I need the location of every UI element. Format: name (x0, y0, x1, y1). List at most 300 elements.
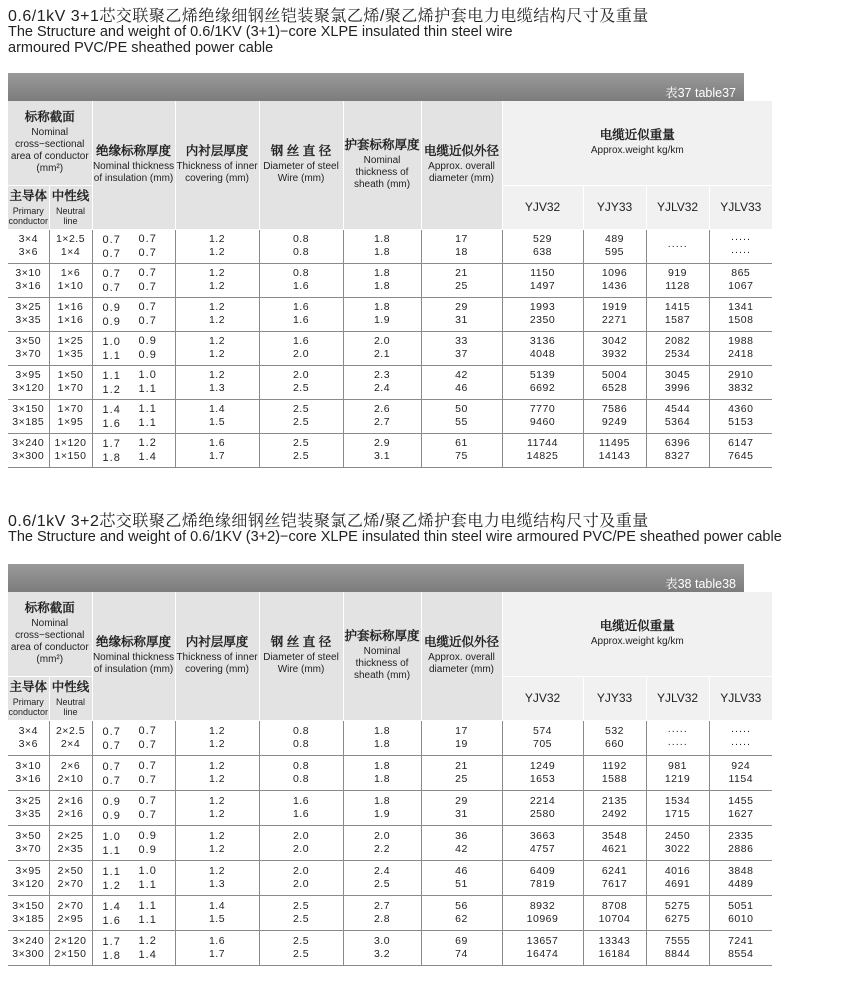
cell-ins-neutral: 0.7 (138, 794, 157, 807)
table-row (8, 263, 844, 297)
cell-main: 3×6 (18, 246, 38, 258)
cell-yjy33: 2271 (601, 314, 628, 326)
cell-yjy33: 7617 (601, 877, 628, 890)
cell-steel: 2.5 (292, 947, 310, 960)
spec-table (8, 592, 844, 966)
header-section-cn: 标称截面 (24, 110, 75, 125)
cell-yjlv33: 3832 (728, 382, 754, 394)
cell-inner: 1.2 (208, 335, 226, 347)
cell-main: 3×25 (15, 301, 42, 313)
cell-yjy33: 13343 (598, 934, 631, 947)
cell-neutral: 2×120 (54, 934, 87, 947)
cell-yjlv32: ····· (667, 239, 688, 252)
header-sheath-cn: 护套标称厚度 (344, 629, 420, 644)
cell-sheath: 2.8 (373, 912, 391, 925)
cell-yjlv32: 4544 (664, 403, 691, 415)
cell-yjv32: 638 (533, 246, 553, 258)
header-weight-cn: 电缆近似重量 (599, 128, 675, 143)
cell-steel: 1.6 (292, 314, 310, 326)
cell-inner: 1.4 (208, 403, 226, 415)
cell-yjv32: 2350 (529, 314, 556, 326)
cell-inner: 1.2 (208, 267, 226, 279)
cell-yjlv32: 2450 (664, 829, 691, 842)
cell-yjlv33: 5051 (728, 899, 754, 912)
header-neutral-cn: 中性线 (51, 188, 90, 203)
cell-inner: 1.2 (208, 314, 226, 326)
cell-ins-main: 1.4 (102, 404, 121, 416)
cell-yjlv32: 7555 (664, 934, 691, 947)
table-row (8, 399, 844, 433)
header-sheath-en: Nominal thickness of sheath (mm) (353, 646, 411, 682)
header-weight-cn: 电缆近似重量 (599, 619, 675, 634)
cell-neutral: 1×2.5 (55, 233, 86, 245)
cell-sheath: 3.1 (373, 450, 391, 462)
cell-ins-main: 1.4 (102, 900, 121, 913)
cell-yjv32: 1497 (529, 280, 556, 292)
cell-yjy33: 1919 (601, 301, 628, 313)
cell-ins-main: 1.6 (102, 418, 121, 430)
cell-steel: 2.5 (292, 450, 310, 462)
header-yjy33: YJY33 (596, 691, 633, 705)
header-main-cn: 主导体 (9, 679, 47, 694)
cell-neutral: 1×25 (57, 335, 84, 347)
cell-ins-main: 0.7 (102, 774, 121, 787)
cell-main: 3×95 (15, 864, 42, 877)
cell-ins-neutral: 0.7 (138, 738, 157, 751)
cell-inner: 1.2 (208, 369, 226, 381)
cell-neutral: 1×35 (57, 348, 84, 360)
cell-yjlv32: 2082 (664, 335, 691, 347)
cell-yjv32: 1653 (529, 772, 556, 785)
header-dia-en: Approx. overall diameter (mm) (428, 652, 495, 676)
cell-ins-neutral: 0.9 (138, 843, 157, 856)
cell-inner: 1.2 (208, 807, 226, 820)
cell-ins-main: 1.8 (102, 949, 121, 962)
cell-yjlv32: 1219 (664, 772, 691, 785)
cell-yjy33: 7586 (601, 403, 628, 415)
cell-ins-main: 1.1 (102, 350, 121, 362)
cell-yjlv33: ····· (730, 724, 751, 737)
header-yjlv32: YJLV32 (656, 200, 699, 214)
cell-yjlv32: 1715 (664, 807, 691, 820)
cell-neutral: 1×120 (54, 437, 87, 449)
cell-ins-neutral: 1.0 (138, 369, 157, 381)
cell-yjy33: 3548 (601, 829, 628, 842)
cell-main: 3×300 (12, 947, 45, 960)
cell-yjlv33: 2335 (728, 829, 754, 842)
table38-title-cn: 0.6/1kV 3+2芯交联聚乙烯绝缘细钢丝铠装聚氯乙烯/聚乙烯护套电力电缆结构尺寸及重量 (8, 513, 649, 530)
cell-inner: 1.6 (208, 437, 226, 449)
header-section-en: Nominal cross−sectional area of conductor (mm²) (10, 618, 89, 666)
cell-dia: 25 (455, 280, 468, 292)
cell-dia: 31 (455, 807, 468, 820)
cell-ins-neutral: 1.4 (138, 451, 157, 463)
cell-dia: 56 (455, 899, 468, 912)
cell-sheath: 1.8 (373, 724, 391, 737)
cell-ins-main: 1.0 (102, 336, 121, 348)
cell-main: 3×6 (18, 737, 38, 750)
cell-yjv32: 16474 (526, 947, 559, 960)
cell-sheath: 1.8 (373, 280, 391, 292)
header-steel-en: Diameter of steel Wire (mm) (263, 652, 339, 676)
cell-yjlv33: 7241 (728, 934, 754, 947)
table-row (8, 229, 844, 263)
cell-ins-neutral: 1.1 (138, 913, 157, 926)
cell-ins-neutral: 0.9 (138, 349, 157, 361)
cell-yjv32: 14825 (526, 450, 559, 462)
cell-steel: 2.0 (292, 877, 310, 890)
cell-yjlv33: 8554 (728, 947, 754, 960)
cell-ins-main: 1.1 (102, 370, 121, 382)
cell-yjlv32: 4016 (664, 864, 691, 877)
header-steel-en: Diameter of steel Wire (mm) (263, 161, 339, 185)
table-label: 表37 table37 (665, 86, 736, 100)
cell-dia: 37 (455, 348, 468, 360)
cell-ins-neutral: 0.9 (138, 335, 157, 347)
cell-ins-neutral: 0.7 (138, 301, 157, 313)
cell-ins-neutral: 1.1 (138, 417, 157, 429)
cell-ins-neutral: 0.7 (138, 233, 157, 245)
cell-yjy33: 9249 (601, 416, 628, 428)
cell-yjy33: 3042 (601, 335, 628, 347)
cell-yjy33: 489 (605, 233, 625, 245)
table-row (8, 365, 844, 399)
header-steel-cn: 钢 丝 直 径 (270, 144, 332, 159)
cell-sheath: 2.5 (373, 877, 391, 890)
cell-dia: 21 (455, 759, 468, 772)
cell-ins-main: 0.7 (102, 760, 121, 773)
cell-dia: 69 (455, 934, 468, 947)
cell-yjlv33: 865 (731, 267, 751, 279)
cell-sheath: 1.8 (373, 246, 391, 258)
cell-yjlv32: 1534 (664, 794, 691, 807)
spec-table (8, 101, 844, 468)
header-inner-en: Thickness of inner covering (mm) (176, 161, 258, 185)
cell-ins-main: 1.6 (102, 914, 121, 927)
cell-main: 3×70 (15, 842, 42, 855)
cell-main: 3×185 (12, 416, 45, 428)
cell-yjy33: 14143 (598, 450, 631, 462)
header-dia-en: Approx. overall diameter (mm) (428, 161, 495, 185)
cell-yjv32: 529 (533, 233, 553, 245)
cell-sheath: 1.9 (373, 314, 391, 326)
cell-main: 3×10 (15, 759, 42, 772)
cell-dia: 74 (455, 947, 468, 960)
cell-inner: 1.2 (208, 280, 226, 292)
cell-yjv32: 11744 (527, 437, 558, 449)
cell-ins-main: 0.9 (102, 809, 121, 822)
cell-yjlv33: ····· (730, 246, 751, 258)
cell-steel: 1.6 (292, 301, 310, 313)
cell-yjlv33: 1508 (728, 314, 754, 326)
cell-main: 3×35 (15, 807, 42, 820)
cell-steel: 2.5 (292, 899, 310, 912)
cell-dia: 62 (455, 912, 468, 925)
cell-neutral: 1×150 (54, 450, 87, 462)
cell-sheath: 1.8 (373, 301, 391, 313)
cell-yjy33: 3932 (601, 348, 628, 360)
cell-inner: 1.2 (208, 794, 226, 807)
cell-yjlv33: 1988 (728, 335, 754, 347)
cell-yjv32: 5139 (529, 369, 556, 381)
header-inner-en: Thickness of inner covering (mm) (176, 652, 258, 676)
header-main-en: Primary conductor (8, 205, 49, 226)
cell-ins-main: 0.7 (102, 282, 121, 294)
cell-main: 3×4 (18, 233, 38, 245)
header-neutral-cn: 中性线 (51, 679, 90, 694)
cell-ins-neutral: 1.1 (138, 403, 157, 415)
cell-main: 3×16 (15, 280, 42, 292)
cell-main: 3×25 (15, 794, 42, 807)
cell-steel: 0.8 (292, 246, 310, 258)
cell-sheath: 1.9 (373, 807, 391, 820)
cell-steel: 2.5 (292, 437, 310, 449)
cell-sheath: 2.4 (373, 864, 391, 877)
header-section-cn: 标称截面 (24, 601, 75, 616)
cell-main: 3×300 (12, 450, 45, 462)
cell-neutral: 2×16 (57, 794, 84, 807)
cell-main: 3×120 (12, 877, 45, 890)
cell-neutral: 1×70 (57, 403, 84, 415)
cell-yjlv33: 3848 (728, 864, 754, 877)
header-ins-cn: 绝缘标称厚度 (96, 635, 172, 650)
cell-ins-main: 1.8 (102, 452, 121, 464)
cell-dia: 61 (455, 437, 468, 449)
cell-ins-neutral: 0.7 (138, 724, 157, 737)
cell-inner: 1.2 (208, 233, 226, 245)
cell-yjy33: 10704 (598, 912, 631, 925)
cell-dia: 19 (455, 737, 468, 750)
cell-yjy33: 4621 (601, 842, 628, 855)
cell-main: 3×150 (12, 899, 45, 912)
table-row (8, 297, 844, 331)
cell-yjv32: 7770 (529, 403, 556, 415)
cell-sheath: 1.8 (373, 772, 391, 785)
cell-inner: 1.3 (208, 877, 226, 890)
cell-neutral: 1×6 (60, 267, 81, 279)
table-banner (8, 564, 744, 592)
table37-title-en: The Structure and weight of 0.6/1KV (3+1)−core XLPE insulated thin steel wire armoured PVC/PE sheathed power cable (8, 24, 513, 56)
cell-sheath: 2.3 (373, 369, 391, 381)
cell-sheath: 2.4 (373, 382, 391, 394)
cell-steel: 2.0 (292, 348, 310, 360)
cell-neutral: 2×35 (57, 842, 84, 855)
cell-neutral: 1×50 (57, 369, 84, 381)
cell-yjlv32: 8844 (664, 947, 691, 960)
cell-yjy33: 532 (605, 724, 625, 737)
cell-steel: 1.6 (292, 335, 310, 347)
cell-yjlv32: 919 (668, 267, 688, 279)
cell-yjlv33: 1154 (728, 772, 754, 785)
cell-steel: 2.5 (292, 934, 310, 947)
cell-ins-main: 1.7 (102, 935, 121, 948)
cell-yjv32: 10969 (526, 912, 559, 925)
table37-title-cn: 0.6/1kV 3+1芯交联聚乙烯绝缘细钢丝铠装聚氯乙烯/聚乙烯护套电力电缆结构尺寸及重量 (8, 8, 649, 25)
cell-yjlv33: 2910 (728, 369, 754, 381)
cell-yjv32: 3136 (529, 335, 556, 347)
cell-ins-main: 1.2 (102, 384, 121, 396)
cell-dia: 29 (455, 301, 468, 313)
cell-steel: 2.5 (292, 403, 310, 415)
cell-yjy33: 1436 (601, 280, 628, 292)
cell-ins-main: 0.7 (102, 268, 121, 280)
cell-ins-main: 1.1 (102, 844, 121, 857)
cell-steel: 2.0 (292, 369, 310, 381)
cell-yjlv32: 1415 (664, 301, 691, 313)
header-steel-cn: 钢 丝 直 径 (270, 635, 332, 650)
cell-main: 3×185 (12, 912, 45, 925)
cell-yjv32: 2580 (529, 807, 556, 820)
cell-dia: 42 (455, 842, 468, 855)
cell-steel: 2.5 (292, 912, 310, 925)
cell-sheath: 1.8 (373, 759, 391, 772)
table-row (8, 895, 844, 930)
cell-dia: 46 (455, 382, 468, 394)
cell-ins-main: 0.7 (102, 248, 121, 260)
cell-sheath: 1.8 (373, 233, 391, 245)
cell-yjv32: 1993 (529, 301, 556, 313)
header-sheath-en: Nominal thickness of sheath (mm) (353, 155, 411, 191)
cell-dia: 50 (455, 403, 468, 415)
cell-inner: 1.7 (208, 450, 226, 462)
cell-yjv32: 6409 (529, 864, 556, 877)
cell-yjlv33: 1455 (728, 794, 754, 807)
cell-steel: 1.6 (292, 807, 310, 820)
cell-dia: 21 (455, 267, 468, 279)
cell-yjlv33: 1341 (728, 301, 754, 313)
cell-inner: 1.3 (208, 382, 226, 394)
cell-ins-neutral: 0.7 (138, 808, 157, 821)
cell-ins-main: 1.2 (102, 879, 121, 892)
cell-sheath: 2.7 (373, 899, 391, 912)
cell-ins-main: 0.9 (102, 316, 121, 328)
cell-yjy33: 660 (605, 737, 625, 750)
table37 (8, 73, 762, 468)
cell-yjv32: 1249 (529, 759, 556, 772)
cell-main: 3×35 (15, 314, 42, 326)
cell-sheath: 3.2 (373, 947, 391, 960)
cell-steel: 2.0 (292, 864, 310, 877)
cell-yjy33: 5004 (601, 369, 628, 381)
cell-sheath: 2.7 (373, 416, 391, 428)
cell-ins-main: 0.7 (102, 234, 121, 246)
cell-yjv32: 8932 (529, 899, 556, 912)
cell-yjv32: 1150 (530, 267, 555, 279)
cell-main: 3×120 (12, 382, 45, 394)
header-ins-cn: 绝缘标称厚度 (96, 144, 172, 159)
header-ins-en: Nominal thickness of insulation (mm) (92, 161, 175, 185)
cell-yjlv33: 2886 (728, 842, 754, 855)
cell-inner: 1.2 (208, 348, 226, 360)
cell-yjlv32: 2534 (664, 348, 691, 360)
header-dia-cn: 电缆近似外径 (424, 144, 500, 159)
header-yjlv33: YJLV33 (720, 200, 762, 214)
cell-steel: 0.8 (292, 759, 310, 772)
header-yjv32: YJV32 (524, 200, 561, 214)
cell-sheath: 2.0 (373, 335, 391, 347)
cell-inner: 1.2 (208, 864, 226, 877)
cell-dia: 18 (455, 246, 468, 258)
cell-neutral: 2×6 (60, 759, 81, 772)
header-section-en: Nominal cross−sectional area of conductor (mm²) (10, 127, 89, 175)
table-row (8, 790, 844, 825)
cell-main: 3×70 (15, 348, 42, 360)
cell-yjv32: 4048 (529, 348, 556, 360)
cell-steel: 2.0 (292, 842, 310, 855)
cell-yjlv33: 5153 (728, 416, 754, 428)
cell-yjlv33: 6010 (728, 912, 754, 925)
cell-yjlv33: 924 (731, 759, 751, 772)
cell-yjy33: 1096 (601, 267, 628, 279)
header-neutral-en: Neutral line (56, 696, 86, 717)
cell-inner: 1.2 (208, 724, 226, 737)
cell-ins-neutral: 0.7 (138, 281, 157, 293)
cell-yjlv32: 1587 (664, 314, 691, 326)
cell-steel: 0.8 (292, 772, 310, 785)
cell-neutral: 2×2.5 (55, 724, 86, 737)
header-inner-cn: 内衬层厚度 (185, 144, 249, 159)
cell-dia: 29 (455, 794, 468, 807)
cell-yjlv33: 2418 (728, 348, 754, 360)
cell-steel: 0.8 (292, 724, 310, 737)
cell-ins-neutral: 1.2 (138, 437, 157, 449)
cell-main: 3×150 (12, 403, 45, 415)
cell-sheath: 2.1 (373, 348, 391, 360)
cell-steel: 2.5 (292, 416, 310, 428)
cell-inner: 1.5 (208, 912, 226, 925)
cell-yjlv33: 6147 (728, 437, 754, 449)
cell-inner: 1.2 (208, 772, 226, 785)
table38-title-en: The Structure and weight of 0.6/1KV (3+2)−core XLPE insulated thin steel wire armoured PVC/PE sheathed power cable (8, 529, 782, 545)
cell-neutral: 1×4 (60, 246, 81, 258)
cell-ins-main: 0.9 (102, 795, 121, 808)
table38 (8, 564, 762, 966)
cell-main: 3×240 (12, 437, 45, 449)
cell-yjy33: 6241 (601, 864, 628, 877)
cell-sheath: 2.6 (373, 403, 391, 415)
cell-yjlv32: 8327 (664, 450, 691, 462)
cell-yjy33: 16184 (598, 947, 631, 960)
cell-ins-main: 0.7 (102, 739, 121, 752)
header-yjlv32: YJLV32 (656, 691, 699, 705)
cell-sheath: 2.2 (373, 842, 391, 855)
cell-sheath: 2.0 (373, 829, 391, 842)
cell-inner: 1.2 (208, 301, 226, 313)
cell-yjlv33: ····· (730, 233, 751, 245)
cell-neutral: 1×95 (57, 416, 84, 428)
cell-neutral: 1×16 (57, 314, 84, 326)
cell-main: 3×16 (15, 772, 42, 785)
cell-dia: 46 (455, 864, 468, 877)
cell-ins-neutral: 0.7 (138, 315, 157, 327)
cell-neutral: 2×150 (54, 947, 87, 960)
cell-ins-neutral: 1.2 (138, 934, 157, 947)
cell-inner: 1.2 (208, 842, 226, 855)
cell-inner: 1.7 (208, 947, 226, 960)
cell-dia: 17 (455, 724, 468, 737)
cell-yjy33: 1192 (602, 759, 627, 772)
cell-yjy33: 595 (605, 246, 625, 258)
cell-yjlv32: 5364 (664, 416, 691, 428)
cell-neutral: 2×70 (57, 899, 84, 912)
cell-yjlv33: 4489 (728, 877, 754, 890)
cell-steel: 1.6 (292, 794, 310, 807)
cell-ins-main: 1.0 (102, 830, 121, 843)
cell-ins-neutral: 0.7 (138, 267, 157, 279)
cell-dia: 42 (455, 369, 468, 381)
table-row (8, 930, 844, 965)
cell-inner: 1.2 (208, 759, 226, 772)
